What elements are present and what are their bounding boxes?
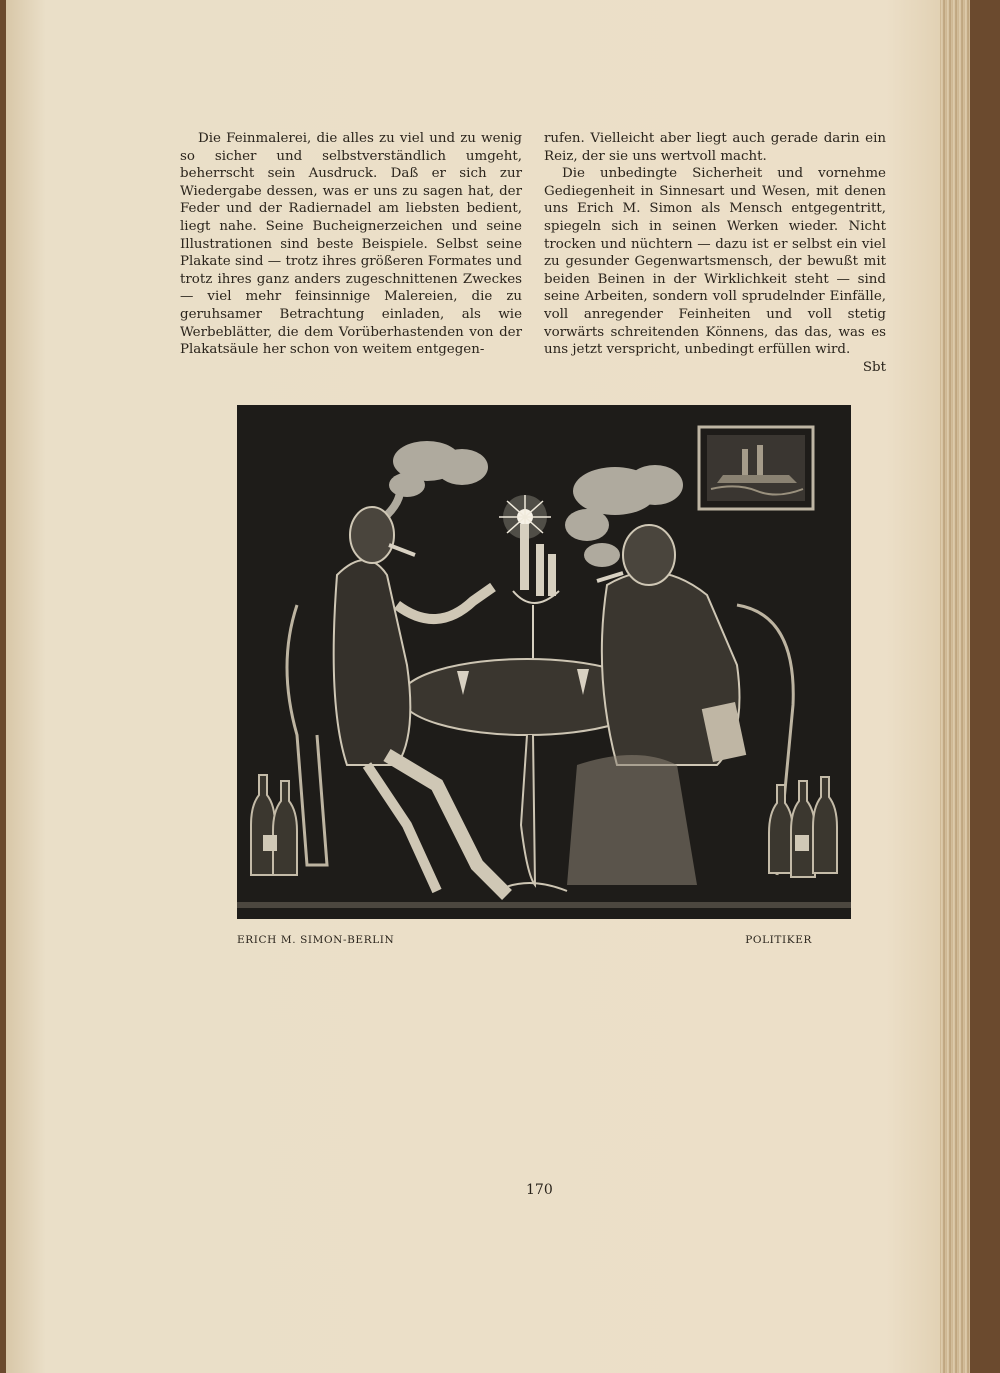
page-number: 170 — [526, 1182, 553, 1198]
etching-image — [237, 405, 851, 919]
book-page — [6, 0, 970, 1373]
illustration-politiker — [237, 405, 851, 919]
caption-title: POLITIKER — [745, 934, 812, 946]
bottles-right — [769, 777, 837, 877]
paragraph-feinmalerei: Die Feinmalerei, die alles zu viel und zu wenig so sicher und selbstverständlich umgeht, beherrscht sein Ausdruck. Daß er sich zur Wiedergabe dessen, was er uns zu sagen hat, der Feder und der Radiernadel am liebsten bedient, liegt nahe. Seine Bucheignerzeichen und seine Illustrationen sind beste Beispiele. Selbst seine Plakate sind — trotz ihres größeren Formates und trotz ihres ganz anders zugeschnittenen Zweckes — viel mehr feinsinnige Malereien, die zu geruhsamer Betrachtung einladen, als wie Werbeblätter, die dem Vorüberhastenden von der Plakatsäule her schon von weitem entgegen- — [180, 131, 522, 358]
wall-painting — [699, 427, 813, 509]
caption-artist: ERICH M. SIMON-BERLIN — [237, 934, 395, 946]
page-stack-edge — [940, 0, 970, 1373]
text-column-right — [544, 130, 886, 376]
author-signature: Sbt — [862, 359, 886, 375]
paragraph-sicherheit-text: Die unbedingte Sicherheit und vornehme Gediegenheit in Sinnesart und Wesen, mit denen uns Erich M. Simon als Mensch entgegentritt, spiegeln sich in seinen Werken wieder. Nicht trocken und nüchtern — dazu ist er selbst ein viel zu gesunder Gegenwartsmensch, der bewußt mit beiden Beinen in der Wirklichkeit steht — sind seine Arbeiten, sondern voll sprudelnder Einfälle, voll anregender Feinheiten und voll stetig vorwärts schreitenden Könnens, das das, was es uns jetzt verspricht, unbedingt erfüllen wird. — [544, 166, 886, 358]
paragraph-continuation: rufen. Vielleicht aber liegt auch gerade darin ein Reiz, der sie uns wertvoll macht. — [544, 131, 886, 164]
paragraph-sicherheit — [544, 165, 886, 375]
text-column-left — [180, 130, 522, 359]
